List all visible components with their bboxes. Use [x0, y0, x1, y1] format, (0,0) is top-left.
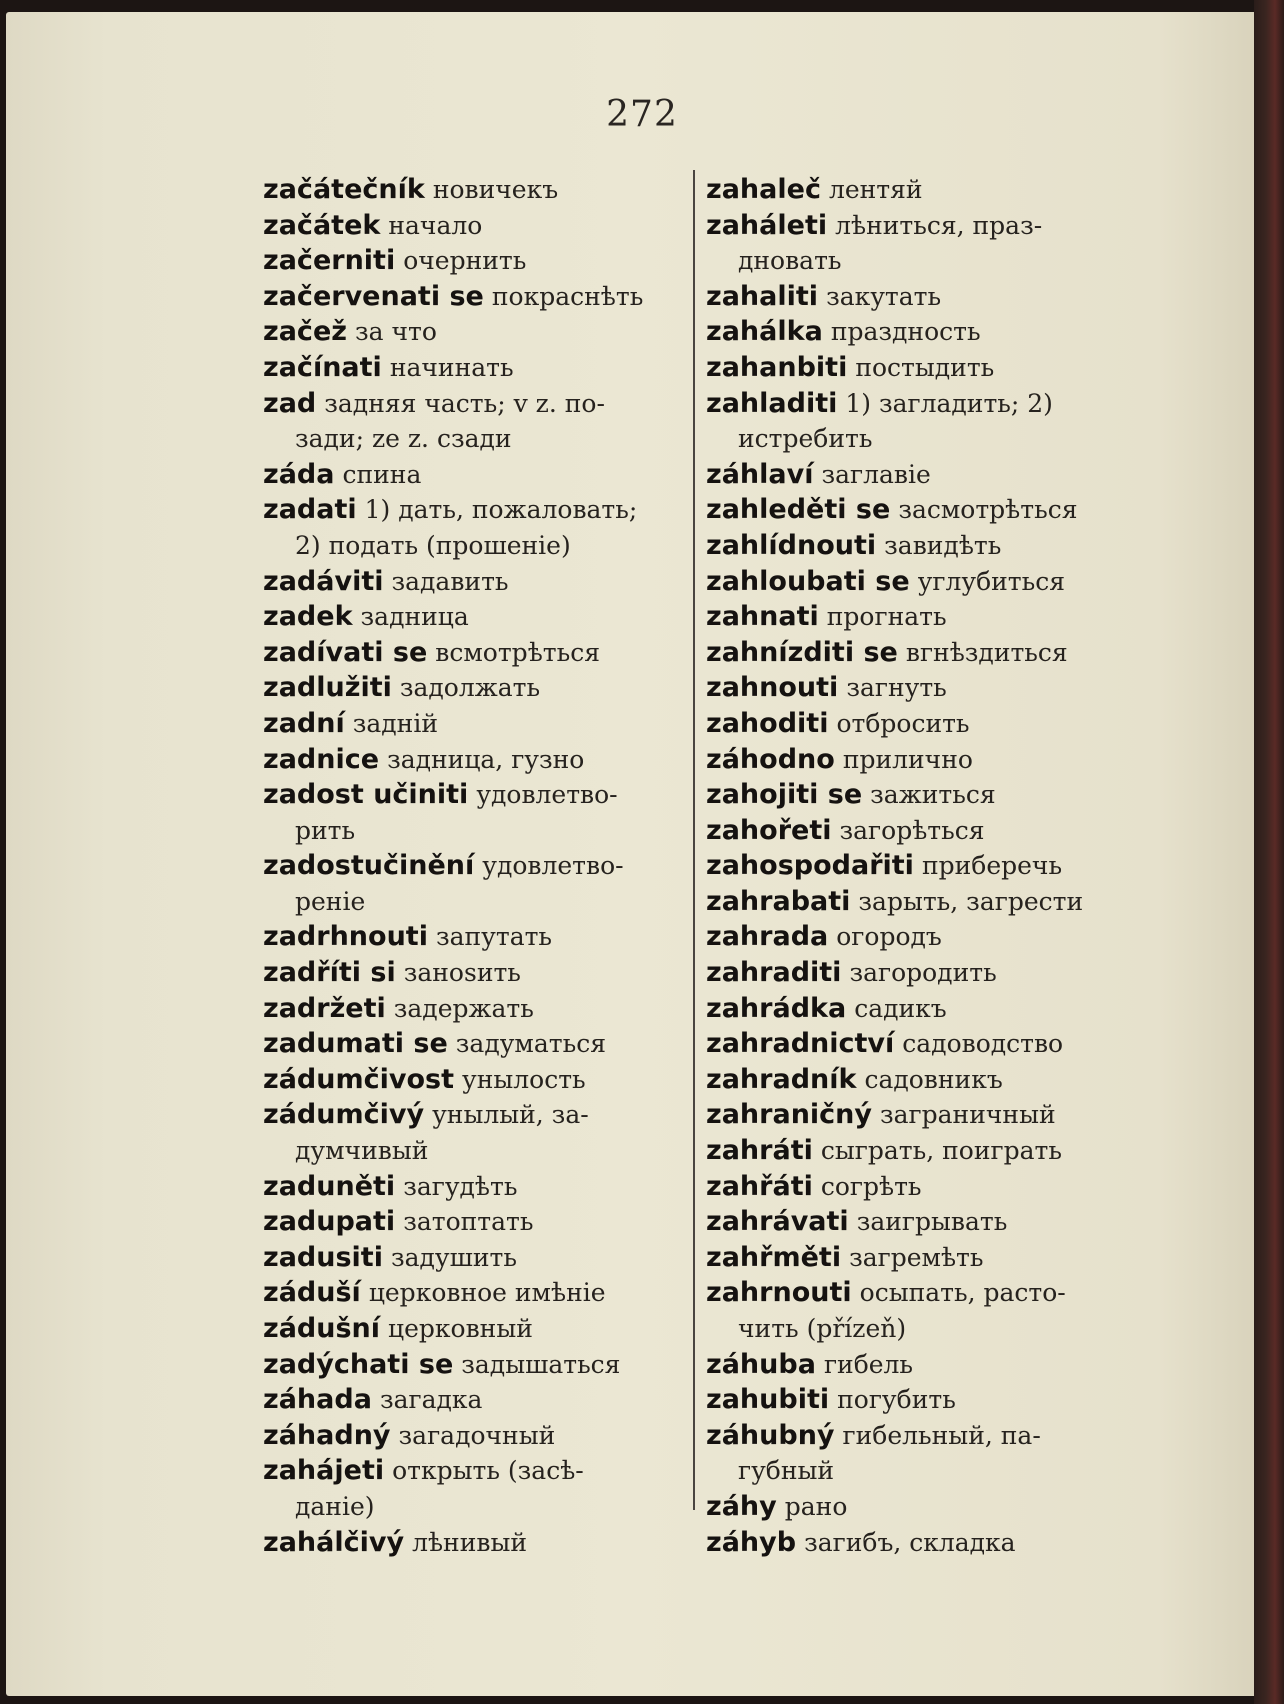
- dictionary-entry: [706, 457, 1126, 493]
- dictionary-entry: [706, 1418, 1126, 1454]
- translation: загородить: [849, 958, 997, 988]
- dictionary-entry: [706, 492, 1126, 528]
- headword: záhlaví: [706, 458, 814, 490]
- headword: záhyb: [706, 1526, 797, 1558]
- headword: zadupati: [263, 1206, 396, 1238]
- dictionary-entry: [263, 1418, 683, 1454]
- headword: zahrada: [706, 921, 829, 953]
- dictionary-entry: [263, 991, 683, 1027]
- dictionary-entry: [706, 599, 1126, 635]
- entry-continuation: [706, 243, 1126, 279]
- translation: реніе: [295, 886, 366, 916]
- dictionary-entry: [263, 1525, 683, 1561]
- translation: загибъ, складка: [804, 1527, 1016, 1557]
- headword: zahálčivý: [263, 1526, 405, 1558]
- translation: задавить: [391, 566, 509, 596]
- dictionary-entry: [706, 1382, 1126, 1418]
- dictionary-entry: [263, 955, 683, 991]
- translation: гибель: [823, 1349, 914, 1379]
- translation: лентяй: [828, 175, 923, 204]
- dictionary-entry: [263, 1311, 683, 1347]
- dictionary-entry: [263, 172, 683, 208]
- translation: покраснѣть: [491, 281, 644, 311]
- translation: истребить: [738, 424, 873, 454]
- dictionary-entry: [706, 1062, 1126, 1098]
- translation: церковный: [388, 1314, 533, 1343]
- headword: zadati: [263, 494, 357, 526]
- headword: zadost učiniti: [263, 779, 469, 811]
- headword: zádumčivý: [263, 1099, 425, 1131]
- headword: zádumčivost: [263, 1063, 455, 1095]
- headword: zadáviti: [263, 565, 384, 597]
- translation: углубиться: [917, 566, 1066, 596]
- translation: садоводство: [902, 1029, 1064, 1059]
- dictionary-entry: [706, 955, 1126, 991]
- translation: погубить: [837, 1385, 956, 1415]
- headword: zahloubati se: [706, 565, 910, 597]
- headword: záda: [263, 458, 335, 490]
- translation: думчивый: [295, 1136, 429, 1166]
- translation: завидѣть: [884, 530, 1002, 560]
- dictionary-entry: [263, 1382, 683, 1418]
- headword: zadívati se: [263, 636, 428, 668]
- translation: лѣнивый: [412, 1527, 528, 1557]
- headword: zad: [263, 387, 317, 419]
- translation: закутать: [826, 281, 942, 311]
- headword: začínati: [263, 351, 382, 383]
- dictionary-entry: [706, 1489, 1126, 1525]
- column-divider: [693, 170, 695, 1510]
- entry-continuation: [706, 1311, 1126, 1347]
- headword: zahálka: [706, 316, 823, 348]
- dictionary-entry: [706, 1133, 1126, 1169]
- translation: всмотрѣться: [435, 637, 600, 667]
- dictionary-entry: [706, 1525, 1126, 1561]
- dictionary-entry: [706, 279, 1126, 315]
- dictionary-entry: [263, 742, 683, 778]
- headword: zahradník: [706, 1063, 857, 1095]
- dictionary-entry: [263, 599, 683, 635]
- headword: začervenati se: [263, 280, 484, 312]
- dictionary-entry: [263, 670, 683, 706]
- translation: рить: [295, 815, 356, 845]
- dictionary-entry: [706, 564, 1126, 600]
- dictionary-entry: [706, 919, 1126, 955]
- dictionary-entry: [263, 1026, 683, 1062]
- headword: zahanbiti: [706, 351, 848, 383]
- headword: zahlídnouti: [706, 529, 877, 561]
- translation: загремѣть: [849, 1242, 984, 1272]
- dictionary-entry: [263, 919, 683, 955]
- dictionary-entry: [263, 1347, 683, 1383]
- dictionary-entry: [706, 991, 1126, 1027]
- headword: zahleděti se: [706, 494, 891, 526]
- headword: zahřáti: [706, 1170, 813, 1202]
- headword: záhada: [263, 1384, 372, 1416]
- dictionary-entry: [263, 706, 683, 742]
- dictionary-entry: [706, 1204, 1126, 1240]
- headword: zahnízditi se: [706, 636, 898, 668]
- translation: задница: [360, 602, 469, 632]
- headword: zadlužiti: [263, 672, 392, 704]
- dictionary-entry: [263, 635, 683, 671]
- translation: заграничный: [880, 1100, 1056, 1130]
- translation: согрѣть: [820, 1171, 922, 1201]
- dictionary-entry: [263, 1097, 683, 1133]
- translation: унылость: [462, 1064, 586, 1094]
- dictionary-entry: [263, 1240, 683, 1276]
- translation: запутать: [435, 922, 553, 952]
- dictionary-entry: [263, 350, 683, 386]
- dictionary-entry: [263, 1204, 683, 1240]
- dictionary-entry: [263, 1062, 683, 1098]
- dictionary-entry: [263, 208, 683, 244]
- headword: záduší: [263, 1277, 361, 1309]
- entry-continuation: [263, 884, 683, 920]
- translation: очернить: [403, 246, 527, 276]
- dictionary-entry: [706, 670, 1126, 706]
- dictionary-entry: [706, 208, 1126, 244]
- translation: чить (přízeň): [738, 1314, 907, 1343]
- headword: zahořeti: [706, 814, 832, 846]
- translation: загорѣться: [839, 815, 985, 845]
- dictionary-entry: [706, 635, 1126, 671]
- headword: zadek: [263, 601, 353, 633]
- left-column: [263, 172, 683, 1560]
- dictionary-entry: [706, 777, 1126, 813]
- dictionary-entry: [706, 1240, 1126, 1276]
- headword: záhy: [706, 1490, 777, 1522]
- translation: огородъ: [836, 922, 942, 952]
- headword: zahrádka: [706, 992, 847, 1024]
- dictionary-entry: [706, 1026, 1126, 1062]
- dictionary-entry: [706, 1275, 1126, 1311]
- headword: zahaleč: [706, 174, 821, 205]
- headword: zadržeti: [263, 992, 386, 1024]
- headword: začerniti: [263, 245, 396, 277]
- headword: začátek: [263, 209, 381, 241]
- dictionary-entry: [706, 1097, 1126, 1133]
- translation: зарыть, загрести: [858, 886, 1084, 916]
- headword: zaháleti: [706, 209, 828, 241]
- headword: zahájeti: [263, 1455, 385, 1487]
- translation: задержать: [393, 993, 534, 1023]
- dictionary-entry: [263, 1275, 683, 1311]
- translation: 1) загладить; 2): [845, 388, 1053, 418]
- translation: начинать: [389, 352, 514, 382]
- dictionary-entry: [263, 777, 683, 813]
- translation: приберечь: [921, 851, 1063, 881]
- dictionary-entry: [263, 386, 683, 422]
- entry-continuation: [263, 1133, 683, 1169]
- translation: осыпать, расто-: [859, 1278, 1066, 1308]
- translation: лѣниться, праз-: [835, 210, 1043, 240]
- dictionary-entry: [706, 350, 1126, 386]
- headword: zahospodařiti: [706, 850, 914, 882]
- headword: zadnice: [263, 743, 380, 775]
- dictionary-entry: [706, 1169, 1126, 1205]
- translation: новичекъ: [432, 175, 559, 204]
- translation: за что: [354, 317, 437, 347]
- dictionary-entry: [263, 848, 683, 884]
- translation: прилично: [842, 744, 973, 774]
- page-number: 272: [606, 94, 678, 135]
- headword: zahubiti: [706, 1384, 830, 1416]
- translation: постыдить: [855, 352, 995, 382]
- translation: унылый, за-: [432, 1100, 589, 1130]
- entry-continuation: [263, 421, 683, 457]
- translation: вгнѣздиться: [905, 637, 1068, 667]
- dictionary-entry: [706, 1347, 1126, 1383]
- entry-continuation: [263, 813, 683, 849]
- translation: садикъ: [854, 993, 947, 1023]
- translation: 1) дать, пожаловать;: [364, 495, 638, 525]
- headword: zahrabati: [706, 885, 851, 917]
- translation: праздность: [830, 317, 981, 347]
- dictionary-entry: [263, 243, 683, 279]
- dictionary-entry: [263, 1453, 683, 1489]
- translation: задуматься: [455, 1029, 606, 1059]
- entry-continuation: [263, 528, 683, 564]
- translation: отбросить: [836, 708, 970, 738]
- translation: задница, гузно: [387, 744, 585, 774]
- headword: zádušní: [263, 1313, 381, 1344]
- headword: zahrnouti: [706, 1277, 852, 1309]
- headword: zahaliti: [706, 280, 819, 312]
- entry-continuation: [263, 1489, 683, 1525]
- headword: zahradnictví: [706, 1028, 895, 1060]
- translation: зажиться: [870, 780, 996, 810]
- translation: загудѣть: [403, 1171, 518, 1201]
- headword: zahřměti: [706, 1241, 842, 1273]
- translation: заигрывать: [856, 1207, 1008, 1237]
- headword: zahraničný: [706, 1099, 872, 1131]
- translation: задолжать: [399, 673, 541, 703]
- translation: задушить: [390, 1242, 517, 1272]
- dictionary-entry: [706, 742, 1126, 778]
- headword: záhodno: [706, 743, 835, 775]
- translation: сыграть, поиграть: [820, 1136, 1062, 1166]
- right-column: [706, 172, 1126, 1560]
- translation: загадочный: [398, 1420, 556, 1450]
- headword: zadostučinění: [263, 850, 475, 882]
- translation: удовлетво-: [482, 851, 624, 881]
- translation: зади; ze z. сзади: [295, 424, 512, 454]
- headword: zaduněti: [263, 1170, 396, 1202]
- translation: начало: [388, 210, 483, 240]
- headword: zadrhnouti: [263, 921, 428, 953]
- dictionary-entry: [706, 314, 1126, 350]
- translation: губный: [738, 1456, 835, 1486]
- translation: церковное имѣніе: [368, 1278, 606, 1308]
- headword: začátečník: [263, 174, 425, 205]
- dictionary-entry: [706, 172, 1126, 208]
- entry-continuation: [706, 1453, 1126, 1489]
- entry-continuation: [706, 421, 1126, 457]
- translation: задняя часть; v z. по-: [324, 388, 605, 418]
- headword: zahnati: [706, 601, 819, 633]
- translation: загадка: [379, 1385, 483, 1415]
- headword: zadusiti: [263, 1241, 383, 1273]
- headword: záhuba: [706, 1348, 816, 1380]
- headword: zadumati se: [263, 1028, 448, 1060]
- headword: zadýchati se: [263, 1348, 454, 1380]
- dictionary-entry: [263, 1169, 683, 1205]
- dictionary-entry: [706, 386, 1126, 422]
- translation: даніе): [295, 1491, 375, 1521]
- translation: прогнать: [826, 602, 947, 632]
- dictionary-entry: [706, 706, 1126, 742]
- translation: заноѕить: [403, 958, 521, 988]
- translation: задышаться: [461, 1349, 621, 1379]
- headword: začež: [263, 316, 347, 348]
- headword: zahladiti: [706, 387, 838, 419]
- headword: zahnouti: [706, 672, 839, 704]
- dictionary-entry: [263, 314, 683, 350]
- translation: открыть (засѣ-: [392, 1456, 584, 1486]
- dictionary-entry: [706, 813, 1126, 849]
- headword: záhadný: [263, 1419, 391, 1451]
- dictionary-entry: [263, 457, 683, 493]
- translation: удовлетво-: [476, 780, 618, 810]
- translation: садовникъ: [864, 1064, 1003, 1094]
- headword: zahoditi: [706, 707, 829, 739]
- translation: затоптать: [403, 1207, 534, 1237]
- translation: заглавіе: [821, 459, 931, 489]
- headword: zahráti: [706, 1135, 813, 1167]
- book-spine: [1254, 0, 1284, 1704]
- dictionary-entry: [706, 528, 1126, 564]
- translation: гибельный, па-: [842, 1420, 1041, 1450]
- translation: спина: [342, 459, 422, 489]
- dictionary-entry: [706, 848, 1126, 884]
- headword: záhubný: [706, 1419, 835, 1451]
- dictionary-entry: [263, 564, 683, 600]
- dictionary-entry: [706, 884, 1126, 920]
- headword: zahrávati: [706, 1206, 849, 1238]
- translation: рано: [784, 1491, 848, 1521]
- headword: zahojiti se: [706, 779, 863, 811]
- translation: задній: [352, 708, 439, 738]
- headword: zadní: [263, 707, 345, 739]
- translation: засмотрѣться: [898, 495, 1078, 525]
- dictionary-entry: [263, 492, 683, 528]
- headword: zahraditi: [706, 957, 842, 989]
- translation: 2) подать (прошеніе): [295, 530, 571, 560]
- translation: загнуть: [846, 673, 947, 703]
- headword: zadříti si: [263, 957, 396, 989]
- dictionary-entry: [263, 279, 683, 315]
- translation: дновать: [738, 246, 842, 276]
